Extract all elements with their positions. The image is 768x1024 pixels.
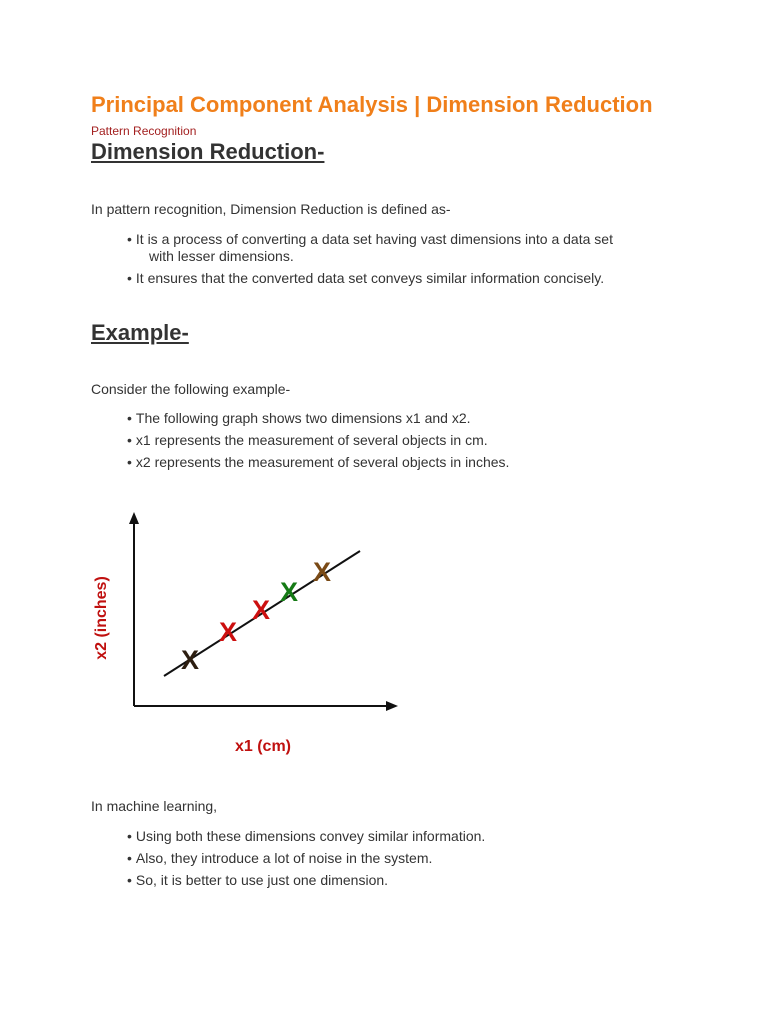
- bullet-glyph: •: [127, 454, 132, 470]
- list-item-text: Also, they introduce a lot of noise in the system.: [135, 850, 433, 866]
- example-intro-paragraph: Consider the following example-: [91, 381, 291, 397]
- data-point-marker: X: [218, 617, 238, 647]
- data-point-marker: X: [312, 557, 332, 587]
- list-item: [127, 872, 388, 889]
- category-link[interactable]: Pattern Recognition: [91, 124, 197, 138]
- list-item-continuation: with lesser dimensions.: [149, 248, 294, 264]
- x-axis-label: x1 (cm): [234, 738, 292, 755]
- bullet-glyph: •: [127, 432, 132, 448]
- bullet-glyph: •: [127, 850, 132, 866]
- y-axis-label: x2 (inches): [93, 576, 110, 660]
- y-axis-arrowhead: [129, 512, 139, 524]
- bullet-glyph: •: [127, 828, 132, 844]
- data-point-marker: X: [279, 577, 299, 607]
- section-heading-example: Example-: [91, 320, 189, 345]
- bullet-glyph: •: [127, 231, 132, 247]
- bullet-glyph: •: [127, 872, 132, 888]
- list-item-text: It ensures that the converted data set conveys similar information concisely.: [135, 270, 605, 286]
- list-item: [127, 270, 604, 287]
- data-point-marker: X: [180, 645, 200, 675]
- ml-intro-paragraph: In machine learning,: [91, 798, 218, 814]
- list-item-text: So, it is better to use just one dimension.: [135, 872, 389, 888]
- list-item-text: x1 represents the measurement of several objects in cm.: [135, 432, 488, 448]
- x-axis-arrowhead: [386, 701, 398, 711]
- list-item: [127, 410, 471, 427]
- list-item-text: x2 represents the measurement of several objects in inches.: [135, 454, 510, 470]
- list-item: [127, 231, 687, 265]
- bullet-glyph: •: [127, 270, 132, 286]
- list-item-text: It is a process of converting a data set having vast dimensions into a data set: [135, 231, 613, 247]
- data-point-marker: X: [251, 595, 271, 625]
- list-item: [127, 432, 488, 449]
- list-item: [127, 454, 509, 471]
- list-item: [127, 828, 485, 845]
- list-item-text: The following graph shows two dimensions x1 and x2.: [135, 410, 471, 426]
- list-item-text: Using both these dimensions convey similar information.: [135, 828, 486, 844]
- intro-paragraph: In pattern recognition, Dimension Reduction is defined as-: [91, 201, 451, 217]
- page-title: Principal Component Analysis | Dimension Reduction: [91, 92, 653, 117]
- dimension-diagram: [80, 500, 410, 770]
- list-item: [127, 850, 432, 867]
- section-heading-dimension-reduction: Dimension Reduction-: [91, 139, 325, 164]
- bullet-glyph: •: [127, 410, 132, 426]
